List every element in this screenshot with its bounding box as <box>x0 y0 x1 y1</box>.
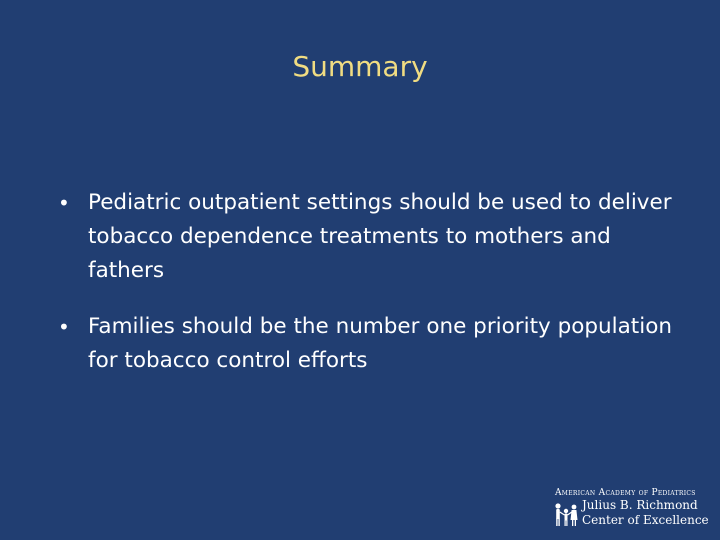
bullet-marker: • <box>58 315 70 339</box>
bullet-text: Pediatric outpatient settings should be used to deliver tobacco dependence treatments to mothers and fathers <box>88 190 672 283</box>
aap-richmond-center-logo <box>552 488 709 532</box>
logo-center-name: Julius B. Richmond <box>582 498 698 512</box>
family-figures-icon <box>552 500 580 530</box>
logo-org-name: American Academy of Pediatrics <box>555 488 696 498</box>
logo-center-subtitle: Center of Excellence <box>582 513 709 527</box>
bullet-list <box>56 186 676 400</box>
bullet-item <box>56 310 676 378</box>
bullet-text: Families should be the number one priority population for tobacco control efforts <box>88 314 672 373</box>
bullet-item <box>56 186 676 288</box>
bullet-marker: • <box>58 191 70 215</box>
slide-title: Summary <box>292 50 428 83</box>
